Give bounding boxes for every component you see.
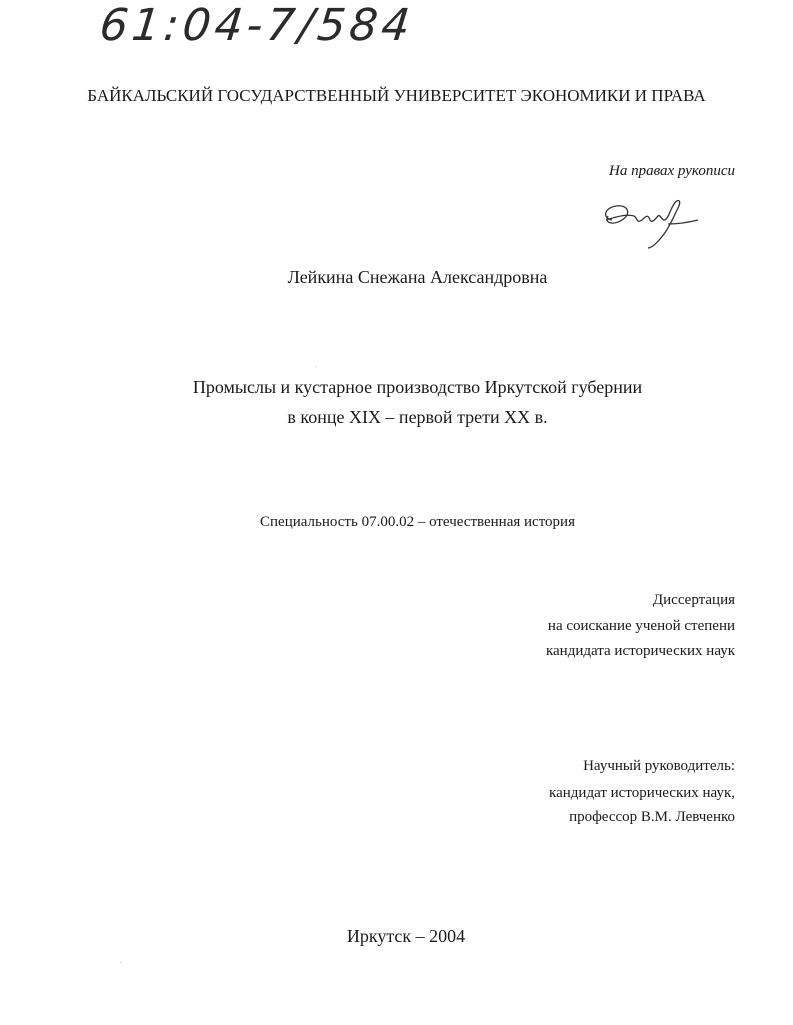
specialty: Специальность 07.00.02 – отечественная история bbox=[260, 514, 575, 530]
archive-number-handwritten: 61:04-7/584 bbox=[97, 0, 417, 51]
dissertation-label: Диссертация bbox=[652, 592, 735, 608]
dissertation-title-line-1: Промыслы и кустарное производство Иркутской губернии bbox=[192, 377, 643, 397]
degree-field: кандидата исторических наук bbox=[545, 643, 735, 659]
dissertation-title-line-2: в конце XIX – первой трети XX в. bbox=[287, 407, 548, 427]
degree-line: на соискание ученой степени bbox=[547, 618, 735, 634]
supervisor-degree: кандидат исторических наук, bbox=[549, 785, 735, 801]
supervisor-label: Научный руководитель: bbox=[583, 758, 735, 774]
scan-speck bbox=[120, 962, 121, 963]
supervisor-name: профессор В.М. Левченко bbox=[569, 809, 735, 825]
author-name: Лейкина Снежана Александровна bbox=[287, 267, 548, 287]
signature bbox=[598, 190, 708, 252]
university-name: БАЙКАЛЬСКИЙ ГОСУДАРСТВЕННЫЙ УНИВЕРСИТЕТ ЭКОНОМИКИ И ПРАВА bbox=[87, 86, 706, 105]
city-year: Иркутск – 2004 bbox=[346, 926, 466, 946]
manuscript-rights-note: На правах рукописи bbox=[609, 163, 735, 179]
scan-speck bbox=[316, 366, 317, 367]
